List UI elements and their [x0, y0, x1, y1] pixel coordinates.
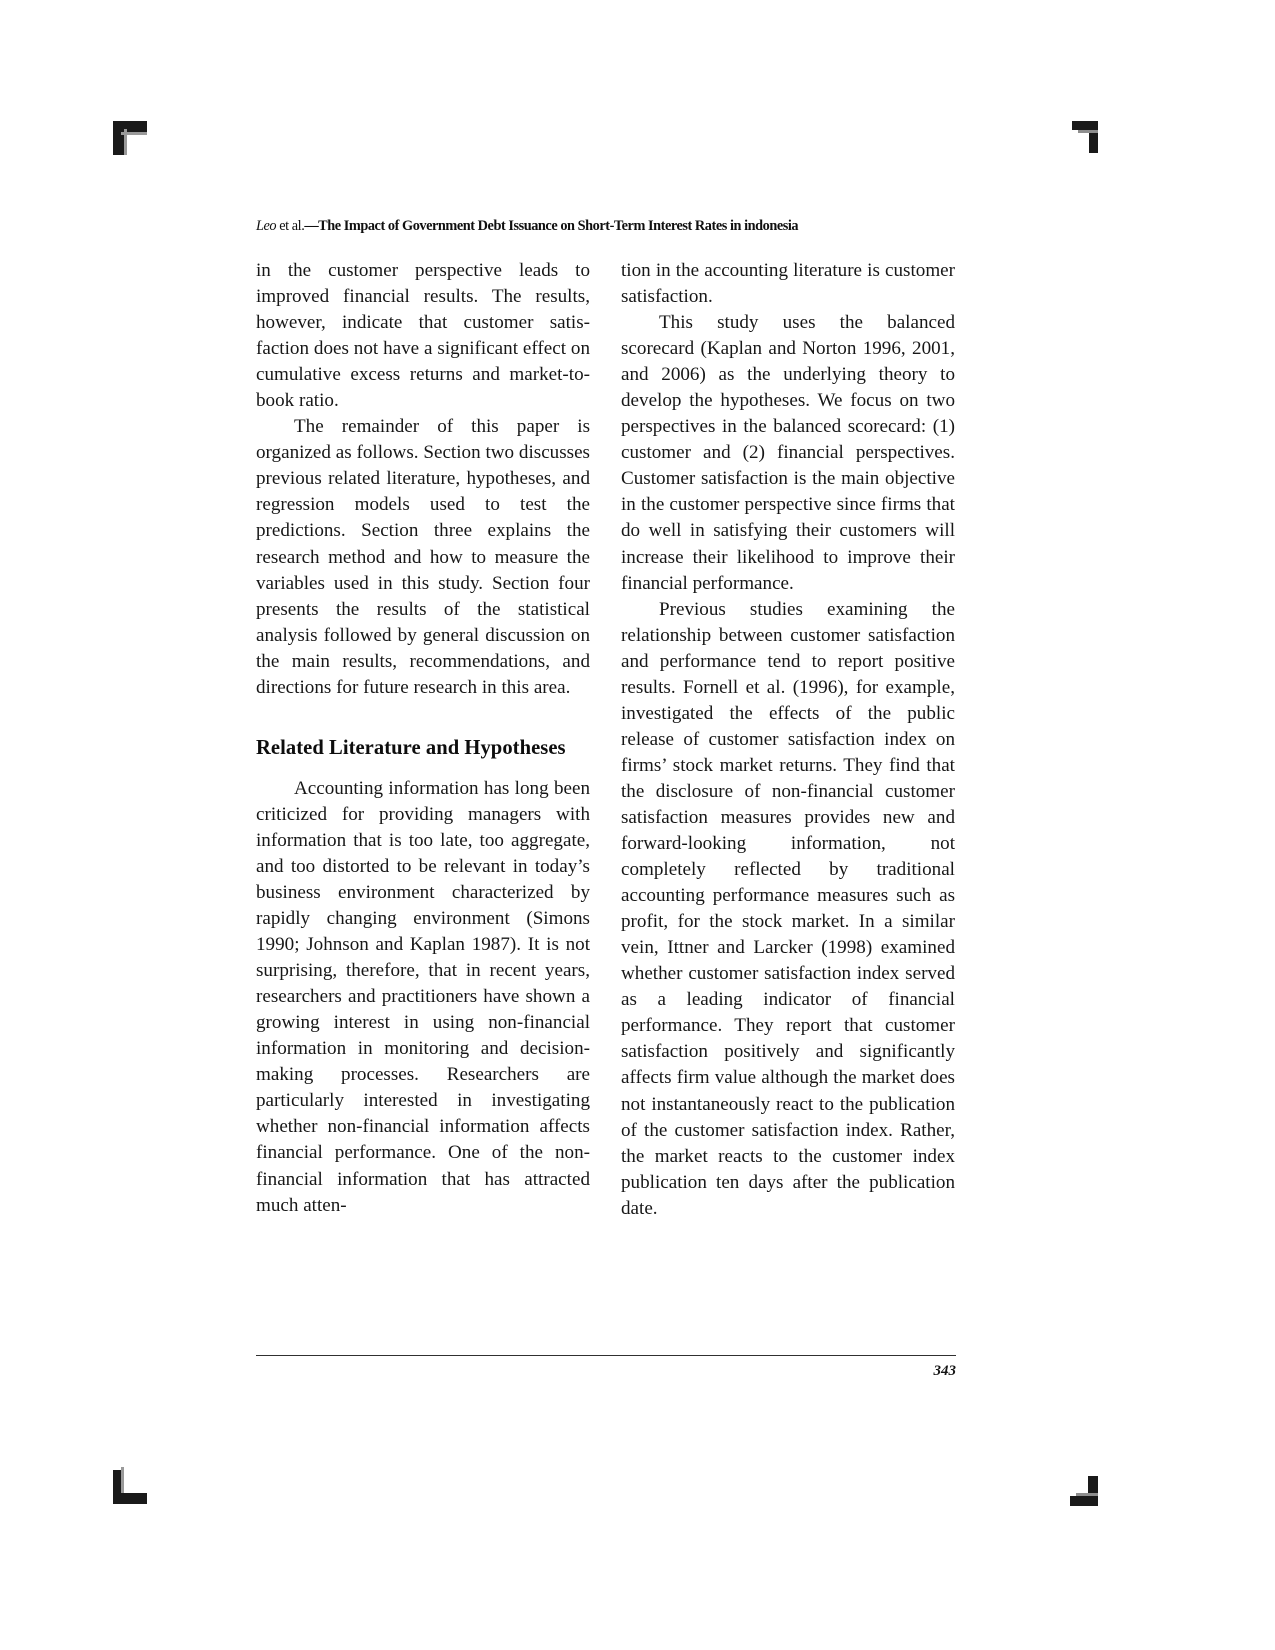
- paragraph-continued-accounting-literature: tion in the accounting literature is customer satisfaction.: [621, 260, 955, 308]
- paragraph-remainder-of-paper: The remainder of this paper is organized as follows. Section two discusses previous related literature, hypotheses, and regression models used to test the predictions. Section three explains the research method and how to measure the variables used in this study. Section four presents the results of the statistical analysis followed by general discussion on the main results, recommendations, and directions for future research in this area.: [256, 416, 590, 698]
- page-number: 343: [933, 1363, 956, 1379]
- body-columns: [256, 258, 956, 1333]
- right-column: [621, 258, 955, 1333]
- crop-mark-bottom-left: [113, 1470, 147, 1504]
- paragraph-continued-customer-perspective: in the customer perspective leads to improved financial results. The results, however, indicate that customer satisfaction does not have a significant effect on cumulative excess returns and market-to-book ratio.: [256, 260, 590, 412]
- running-head-title: —The Impact of Government Debt Issuance on Short-Term Interest Rates in indonesia: [304, 218, 799, 234]
- paragraph-previous-studies: Previous studies examining the relationship between customer satisfaction and performance tend to report positive results. Fornell et al. (1996), for example, investigated the effects of the public release of customer satisfaction index on firms’ stock market returns. They find that the disclosure of non-financial customer satisfaction measures provides new and forward-looking information, not completely reflected by traditional accounting performance measures such as profit, for the stock market. In a similar vein, Ittner and Larcker (1998) examined whether customer satisfaction index served as a leading indicator of financial performance. They report that customer satisfaction positively and significantly affects firm value although the market does not instantaneously react to the publication of the customer satisfaction index. Rather, the market reacts to the customer index publication ten days after the publication date.: [621, 598, 955, 1219]
- crop-mark-top-left: [113, 121, 147, 155]
- running-head-author: Leo: [256, 218, 277, 234]
- running-head: [256, 218, 956, 235]
- crop-mark-top-right: [1064, 121, 1098, 155]
- paragraph-accounting-information: Accounting information has long been criticized for providing managers with information that is too late, too aggregate, and too distorted to be relevant in today’s business environment characterized by rapidly changing environment (Simons 1990; Johnson and Kaplan 1987). It is not surprising, therefore, that in recent years, researchers and practitioners have shown a growing interest in using non-financial information in monitoring and decision-making processes. Researchers are particularly interested in investigating whether non-financial information affects financial performance. One of the non-financial information that has attracted much atten-: [256, 777, 590, 1216]
- running-head-et-al: et al.: [276, 218, 305, 234]
- crop-mark-bottom-right: [1064, 1472, 1098, 1506]
- footer-rule: [256, 1355, 956, 1356]
- paragraph-this-study-balanced-scorecard: This study uses the balanced scorecard (Kaplan and Norton 1996, 2001, and 2006) as the underlying theory to develop the hypotheses. We focus on two perspectives in the balanced scorecard: (1) customer and (2) financial perspectives. Customer satisfaction is the main objective in the customer perspective since firms that do well in satisfying their customers will increase their likelihood to improve their financial performance.: [621, 312, 955, 594]
- section-heading-related-literature: Related Literature and Hypotheses: [256, 736, 566, 759]
- left-column: [256, 258, 590, 1333]
